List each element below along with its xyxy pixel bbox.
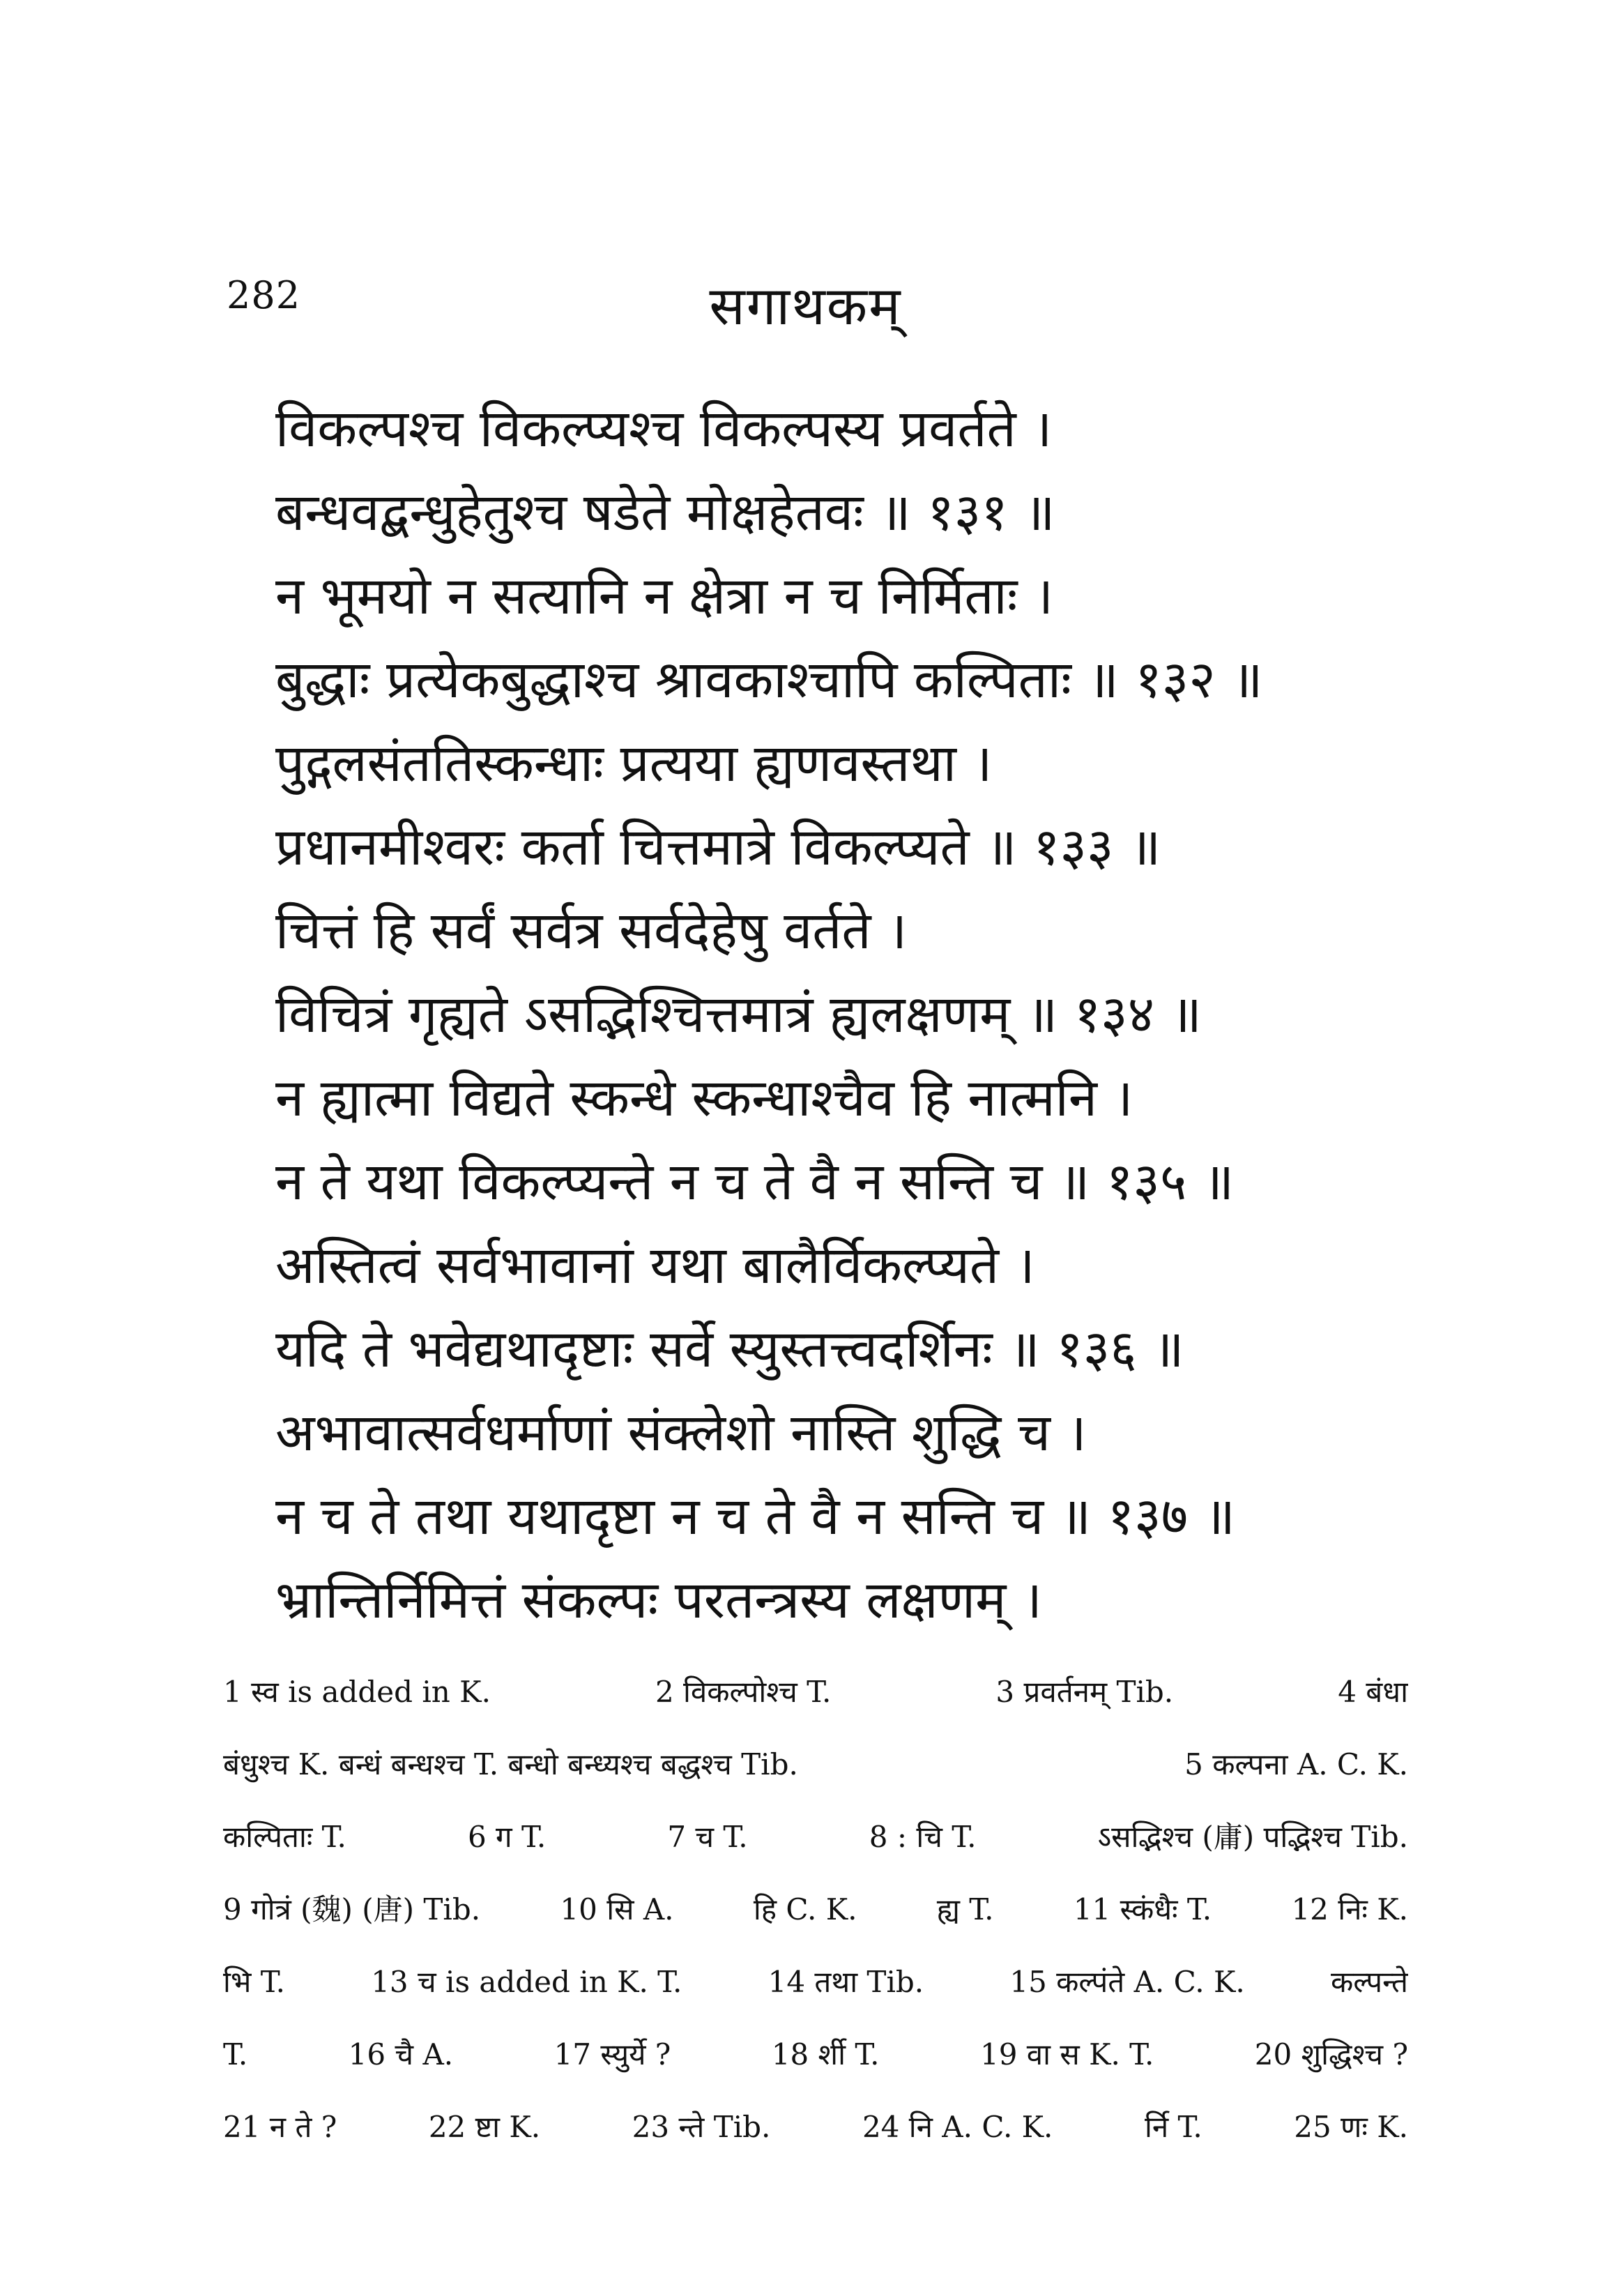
footnote: 19 वा स K. T. bbox=[979, 2037, 1154, 2071]
footnote-line bbox=[223, 1656, 1408, 1728]
footnote: हि C. K. bbox=[753, 1892, 857, 1926]
footnote: 24 नि A. C. K. bbox=[862, 2110, 1053, 2144]
footnote: 8 : चि T. bbox=[869, 1820, 977, 1854]
footnote: बंधुश्च K. बन्धं बन्धश्च T. बन्धो बन्ध्यश्च बद्धश्च Tib. bbox=[223, 1747, 798, 1781]
footnote: 17 स्युर्ये ? bbox=[553, 2037, 671, 2071]
footnote: 2 विकल्पोश्च T. bbox=[655, 1675, 832, 1709]
verse-line: पुद्गलसंततिस्कन्धाः प्रत्यया ह्यणवस्तथा । bbox=[275, 733, 993, 793]
footnotes bbox=[223, 1656, 1408, 2164]
footnote: 12 निः K. bbox=[1291, 1892, 1408, 1926]
verse-line: अभावात्सर्वधर्माणां संक्लेशो नास्ति शुद्धि च । bbox=[275, 1403, 1087, 1463]
footnote: 9 गोत्रं (魏) (唐) Tib. bbox=[223, 1892, 481, 1926]
footnote-line bbox=[223, 1801, 1408, 1873]
footnote: 1 स्व is added in K. bbox=[223, 1675, 491, 1709]
footnote: 18 र्शी T. bbox=[771, 2037, 880, 2071]
verse-line: न च ते तथा यथादृष्टा न च ते वै न सन्ति च ॥ १३७ ॥ bbox=[275, 1487, 1235, 1546]
page-number: 282 bbox=[227, 273, 301, 317]
footnote: 7 च T. bbox=[667, 1820, 748, 1854]
footnote: कल्पिताः T. bbox=[223, 1820, 346, 1854]
footnote: 20 शुद्धिश्च ? bbox=[1254, 2037, 1408, 2071]
footnote: 25 णः K. bbox=[1294, 2110, 1408, 2144]
verse-line: बन्धवद्बन्धुहेतुश्च षडेते मोक्षहेतवः ॥ १३१ ॥ bbox=[275, 482, 1055, 542]
verse-line: विचित्रं गृह्यते ऽसद्भिश्चित्तमात्रं ह्यलक्षणम् ॥ १३४ ॥ bbox=[275, 984, 1202, 1044]
verse-line: भ्रान्तिर्निमित्तं संकल्पः परतन्त्रस्य लक्षणम् । bbox=[275, 1570, 1042, 1630]
footnote: T. bbox=[223, 2037, 248, 2071]
verse-line: न ह्यात्मा विद्यते स्कन्धे स्कन्धाश्चैव हि नात्मनि । bbox=[275, 1068, 1133, 1128]
verse-line: न ते यथा विकल्प्यन्ते न च ते वै न सन्ति च ॥ १३५ ॥ bbox=[275, 1152, 1235, 1212]
footnote: 6 ग T. bbox=[467, 1820, 547, 1854]
verse-block bbox=[275, 387, 1405, 1642]
footnote: भि T. bbox=[223, 1965, 285, 1999]
verse-line: अस्तित्वं सर्वभावानां यथा बालैर्विकल्प्यते । bbox=[275, 1236, 1035, 1295]
verse-line: प्रधानमीश्वरः कर्ता चित्तमात्रे विकल्प्यते ॥ १३३ ॥ bbox=[275, 817, 1161, 877]
footnote: 13 च is added in K. T. bbox=[371, 1965, 682, 1999]
footnote-line bbox=[223, 2091, 1408, 2164]
footnote: 10 सि A. bbox=[560, 1892, 674, 1926]
footnote: 14 तथा Tib. bbox=[768, 1965, 924, 1999]
footnote-line bbox=[223, 1728, 1408, 1801]
footnote-line bbox=[223, 1873, 1408, 1946]
footnote: 16 चै A. bbox=[348, 2037, 454, 2071]
footnote: ह्य T. bbox=[936, 1892, 994, 1926]
footnote: ऽसद्भिश्च (庸) पद्भिश्च Tib. bbox=[1097, 1820, 1408, 1854]
running-title: सगाथकम् bbox=[709, 275, 902, 337]
footnote: 5 कल्पना A. C. K. bbox=[1184, 1747, 1408, 1781]
verse-line: चित्तं हि सर्वं सर्वत्र सर्वदेहेषु वर्तते । bbox=[275, 901, 908, 961]
footnote: 4 बंधा bbox=[1338, 1675, 1408, 1709]
verse-line: न भूमयो न सत्यानि न क्षेत्रा न च निर्मिताः । bbox=[275, 566, 1054, 626]
verse-line: यदि ते भवेद्यथादृष्टाः सर्वे स्युस्तत्त्वदर्शिनः ॥ १३६ ॥ bbox=[275, 1319, 1184, 1379]
footnote: र्नि T. bbox=[1144, 2110, 1202, 2144]
footnote: कल्पन्ते bbox=[1330, 1965, 1408, 1999]
verse-line: बुद्धाः प्रत्येकबुद्धाश्च श्रावकाश्चापि कल्पिताः ॥ १३२ ॥ bbox=[275, 650, 1263, 710]
footnote-line bbox=[223, 1946, 1408, 2018]
footnote-line bbox=[223, 2018, 1408, 2091]
footnote: 11 स्कंधैः T. bbox=[1073, 1892, 1212, 1926]
footnote: 22 ष्टा K. bbox=[428, 2110, 541, 2144]
footnote: 3 प्रवर्तनम् Tib. bbox=[995, 1675, 1174, 1709]
footnote: 15 कल्पंते A. C. K. bbox=[1009, 1965, 1245, 1999]
verse-line: विकल्पश्च विकल्प्यश्च विकल्पस्य प्रवर्तते । bbox=[275, 399, 1053, 459]
footnote: 21 न ते ? bbox=[223, 2110, 337, 2144]
footnote: 23 न्ते Tib. bbox=[632, 2110, 771, 2144]
